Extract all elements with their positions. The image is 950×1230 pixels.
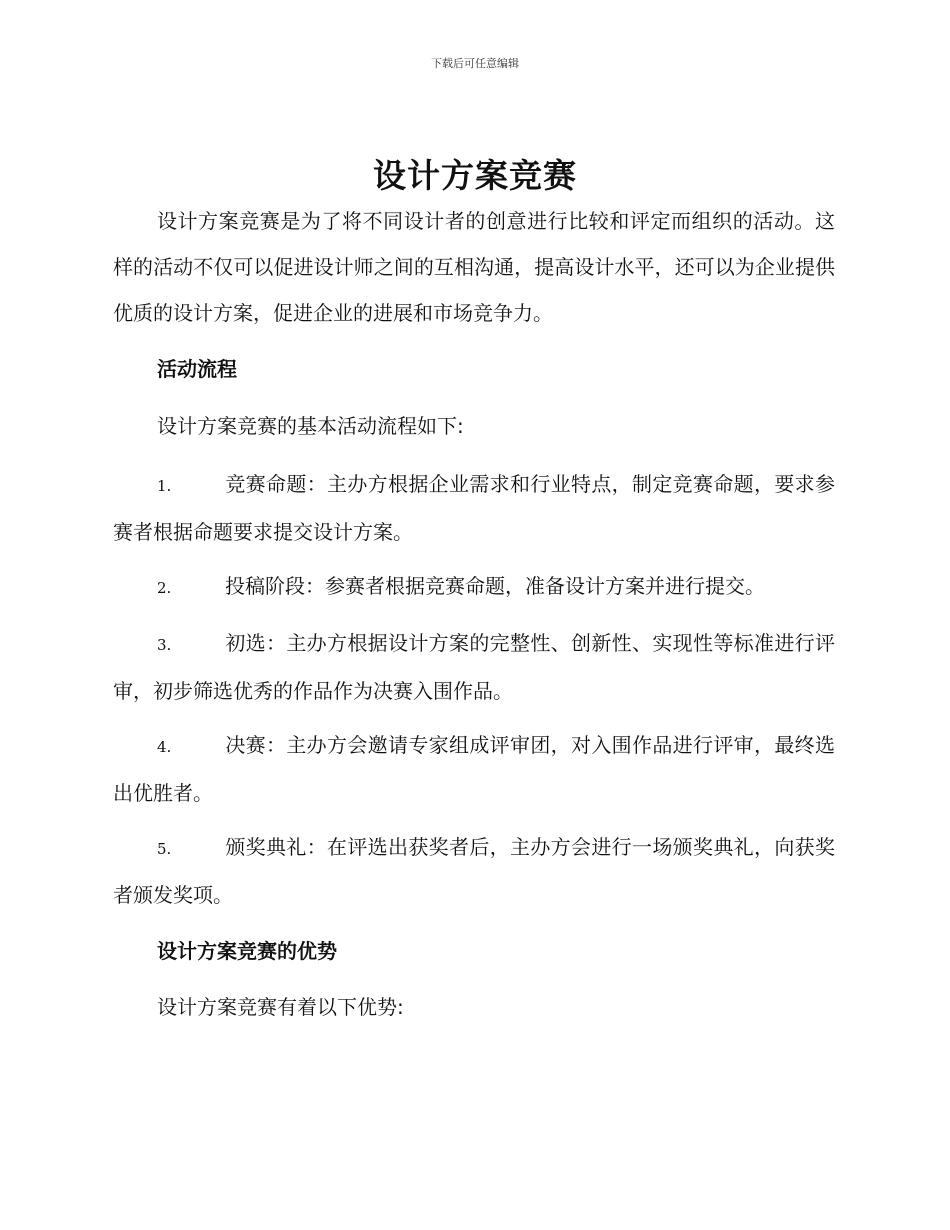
list-item: [113, 461, 835, 555]
list-item-number: 4.: [157, 738, 172, 756]
list-item-text: 初选：主办方根据设计方案的完整性、创新性、实现性等标准进行评审，初步筛选优秀的作品作为决赛入围作品。: [113, 631, 835, 703]
list-item-text: 投稿阶段：参赛者根据竞赛命题，准备设计方案并进行提交。: [225, 574, 765, 598]
list-item: [113, 620, 835, 714]
list-item-number: 5.: [157, 840, 172, 858]
list-item-number: 1.: [157, 477, 172, 495]
list-item-number: 3.: [157, 636, 172, 654]
document-title: 设计方案竞赛: [373, 156, 577, 195]
list-item-text: 颁奖典礼：在评选出获奖者后，主办方会进行一场颁奖典礼，向获奖者颁发奖项。: [113, 835, 835, 907]
intro-paragraph: 设计方案竞赛是为了将不同设计者的创意进行比较和评定而组织的活动。这样的活动不仅可以促进设计师之间的互相沟通，提高设计水平，还可以为企业提供优质的设计方案，促进企业的进展和市场竞争力。: [113, 209, 835, 325]
process-lead-paragraph: 设计方案竞赛的基本活动流程如下:: [157, 414, 464, 438]
header-note: 下载后可任意编辑: [431, 57, 519, 70]
list-item: [113, 722, 835, 816]
list-item-number: 2.: [157, 579, 172, 597]
section-heading-process: 活动流程: [157, 357, 237, 381]
advantages-lead-paragraph: 设计方案竞赛有着以下优势:: [157, 995, 404, 1019]
list-item-text: 竞赛命题：主办方根据企业需求和行业特点，制定竞赛命题，要求参赛者根据命题要求提交设计方案。: [113, 472, 835, 544]
list-item: [113, 824, 835, 918]
list-item-text: 决赛：主办方会邀请专家组成评审团，对入围作品进行评审，最终选出优胜者。: [113, 733, 835, 805]
list-item: [113, 563, 835, 611]
section-heading-advantages: 设计方案竞赛的优势: [157, 939, 337, 963]
